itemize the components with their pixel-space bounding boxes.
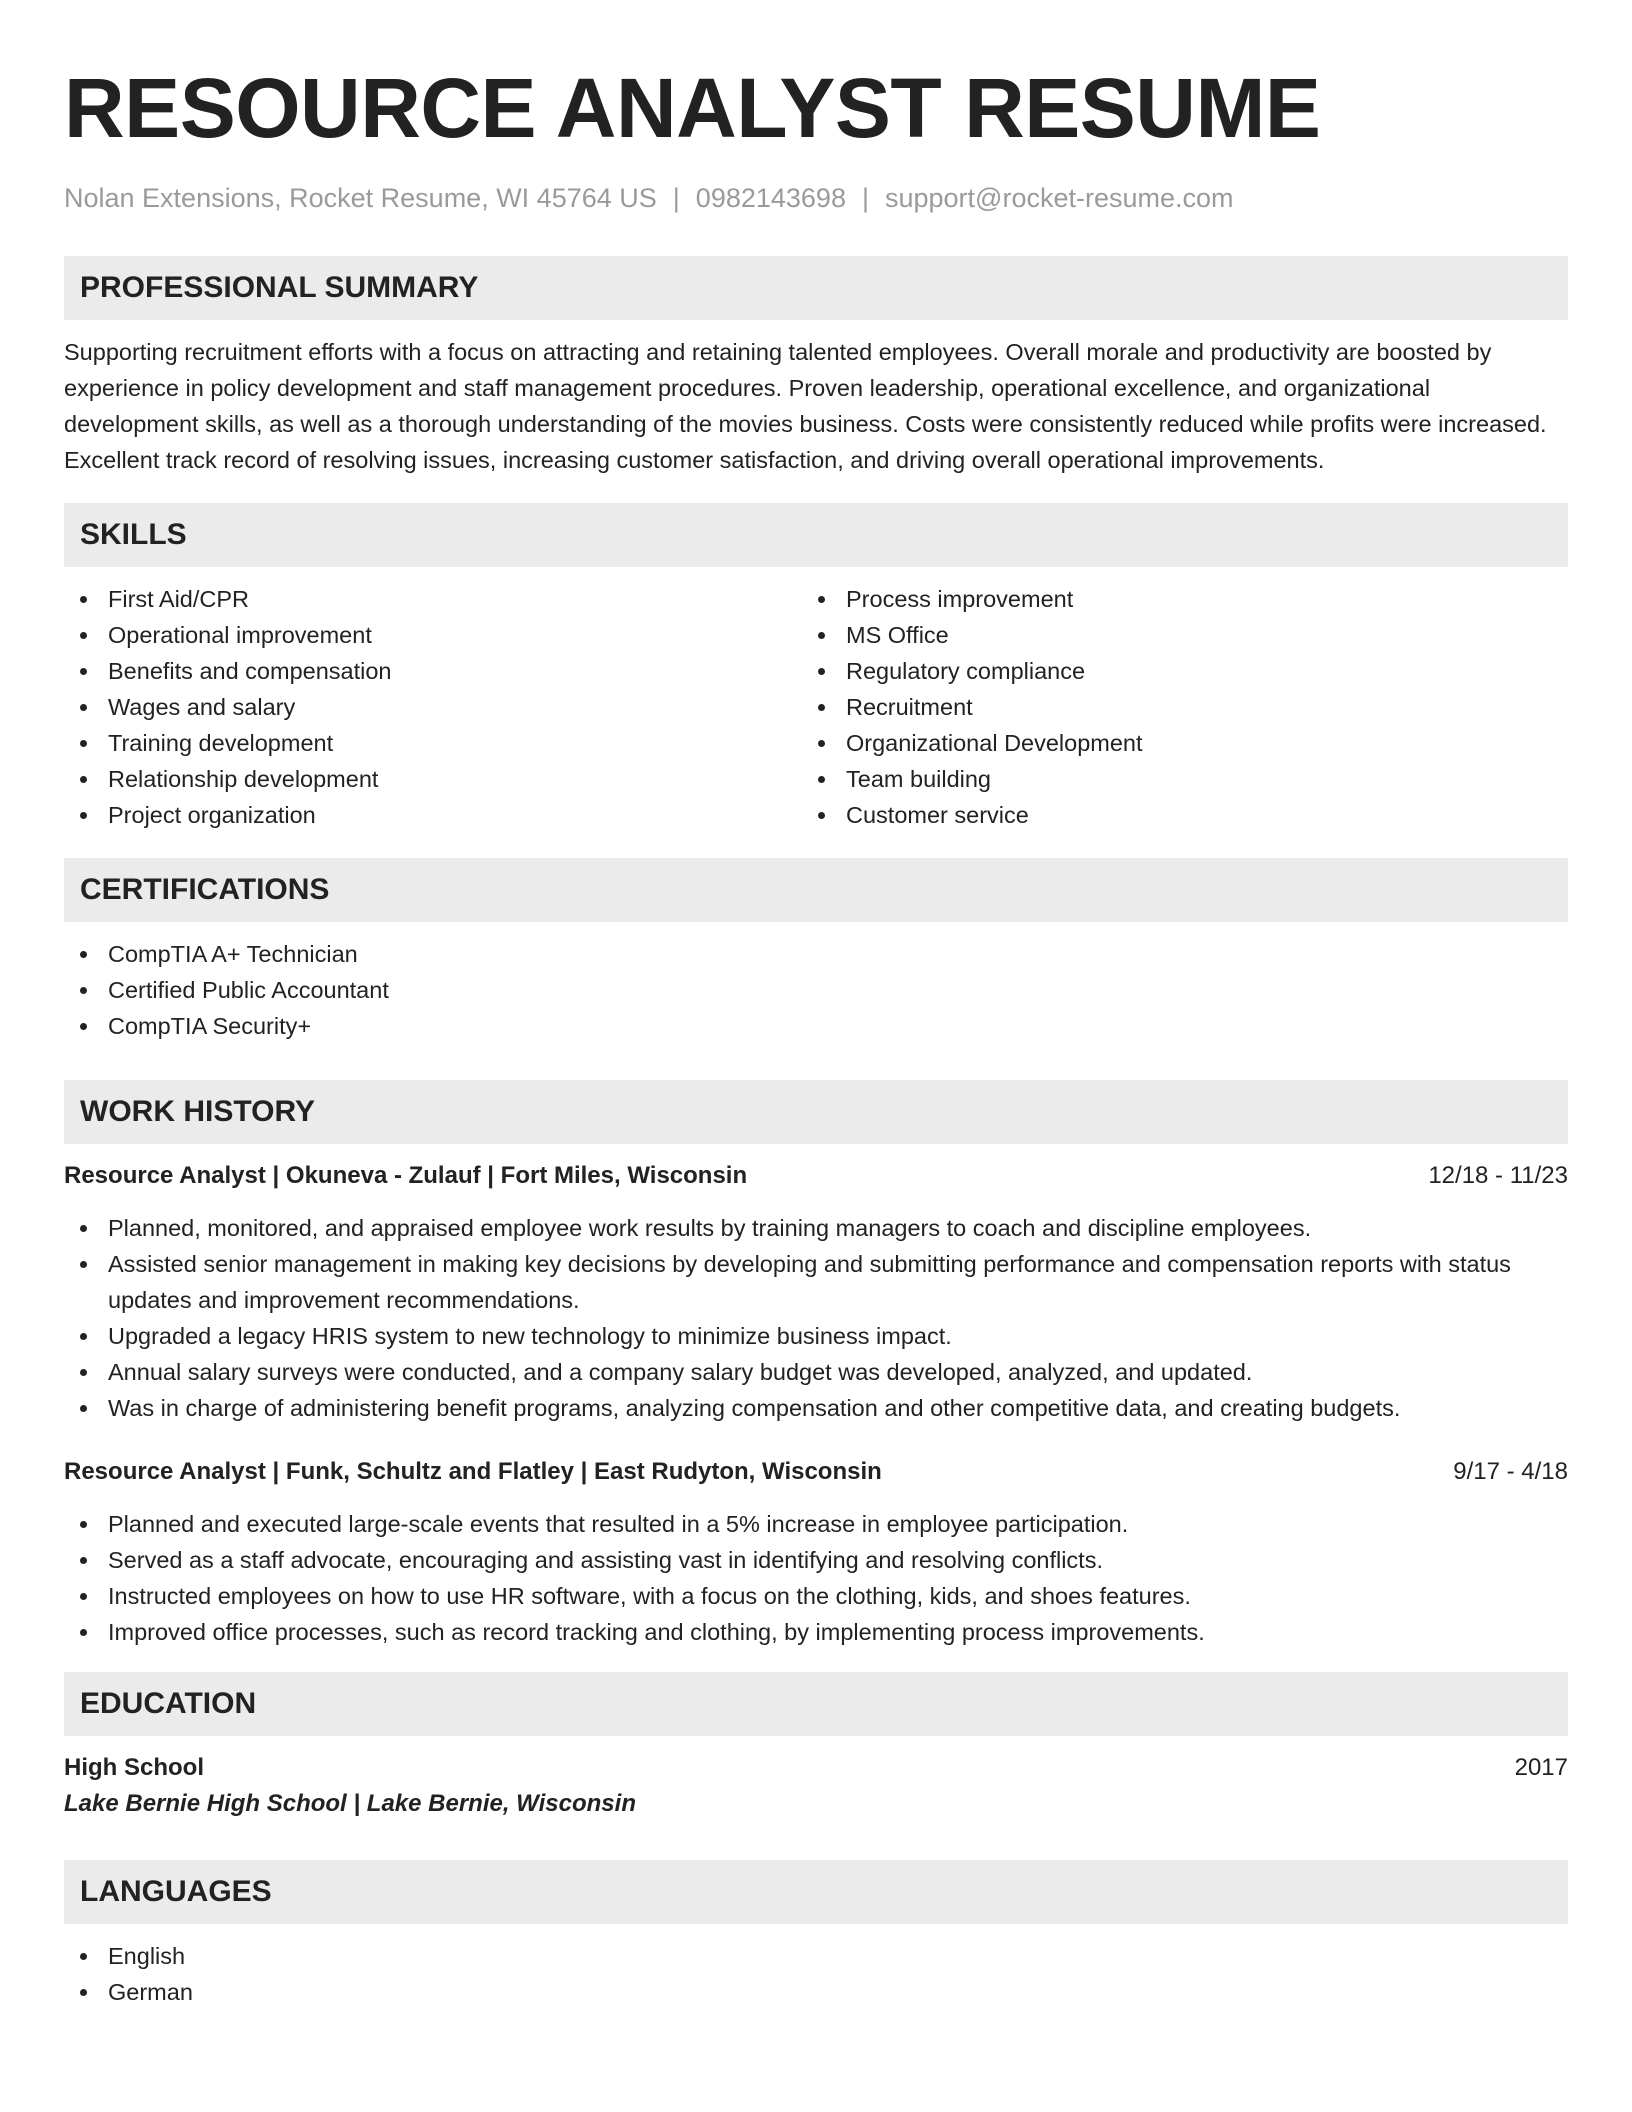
- skill-item: Customer service: [802, 797, 1540, 833]
- job-entry: [64, 1158, 1568, 1426]
- job-entry: [64, 1454, 1568, 1650]
- section-header-work-history: WORK HISTORY: [64, 1080, 1568, 1144]
- resume-title: RESOURCE ANALYST RESUME: [64, 61, 1321, 155]
- language-item: German: [64, 1974, 1568, 2010]
- job-bullet: Planned and executed large-scale events that resulted in a 5% increase in employee participation.: [64, 1506, 1568, 1542]
- job-bullet: Assisted senior management in making key decisions by developing and submitting performance and compensation reports with status updates and improvement recommendations.: [64, 1246, 1568, 1318]
- job-title: Resource Analyst | Funk, Schultz and Flatley | East Rudyton, Wisconsin: [64, 1458, 882, 1485]
- education-header: [64, 1750, 1568, 1786]
- job-header: [64, 1158, 1568, 1194]
- contact-address: Nolan Extensions, Rocket Resume, WI 45764 US: [64, 183, 657, 213]
- skill-item: MS Office: [802, 617, 1540, 653]
- contact-separator: |: [672, 183, 680, 213]
- job-bullet: Instructed employees on how to use HR software, with a focus on the clothing, kids, and shoes features.: [64, 1578, 1568, 1614]
- job-bullets: [64, 1210, 1568, 1426]
- job-bullet: Served as a staff advocate, encouraging and assisting vast in identifying and resolving conflicts.: [64, 1542, 1568, 1578]
- job-dates: 9/17 - 4/18: [1453, 1458, 1568, 1485]
- section-header-certifications: CERTIFICATIONS: [64, 858, 1568, 922]
- job-title: Resource Analyst | Okuneva - Zulauf | Fort Miles, Wisconsin: [64, 1162, 748, 1189]
- skills-list-right: [802, 581, 1540, 833]
- skill-item: Process improvement: [802, 581, 1540, 617]
- job-bullet: Was in charge of administering benefit programs, analyzing compensation and other competitive data, and creating budgets.: [64, 1390, 1568, 1426]
- skill-item: Project organization: [64, 797, 802, 833]
- skill-item: Team building: [802, 761, 1540, 797]
- job-dates: 12/18 - 11/23: [1428, 1162, 1568, 1189]
- job-bullet: Planned, monitored, and appraised employee work results by training managers to coach and discipline employees.: [64, 1210, 1568, 1246]
- skill-item: First Aid/CPR: [64, 581, 802, 617]
- contact-phone: 0982143698: [695, 183, 846, 213]
- skill-item: Training development: [64, 725, 802, 761]
- skill-item: Organizational Development: [802, 725, 1540, 761]
- skill-item: Regulatory compliance: [802, 653, 1540, 689]
- skill-item: Operational improvement: [64, 617, 802, 653]
- contact-line: [64, 180, 1568, 216]
- skills-columns: [64, 581, 1568, 833]
- skills-list-left: [64, 581, 802, 833]
- certification-item: Certified Public Accountant: [64, 972, 1568, 1008]
- certification-item: CompTIA A+ Technician: [64, 936, 1568, 972]
- education-school: Lake Bernie High School | Lake Bernie, Wisconsin: [64, 1790, 636, 1817]
- section-header-education: EDUCATION: [64, 1672, 1568, 1736]
- job-header: [64, 1454, 1568, 1490]
- education-degree: High School: [64, 1754, 204, 1781]
- skill-item: Relationship development: [64, 761, 802, 797]
- job-bullet: Annual salary surveys were conducted, and a company salary budget was developed, analyzed, and updated.: [64, 1354, 1568, 1390]
- job-bullet: Improved office processes, such as record tracking and clothing, by implementing process improvements.: [64, 1614, 1568, 1650]
- section-header-skills: SKILLS: [64, 503, 1568, 567]
- job-bullets: [64, 1506, 1568, 1650]
- skill-item: Benefits and compensation: [64, 653, 802, 689]
- certifications-list: [64, 936, 1568, 1044]
- job-bullet: Upgraded a legacy HRIS system to new technology to minimize business impact.: [64, 1318, 1568, 1354]
- language-item: English: [64, 1938, 1568, 1974]
- education-year: 2017: [1514, 1754, 1568, 1781]
- summary-text: Supporting recruitment efforts with a focus on attracting and retaining talented employees. Overall morale and productivity are boosted by experience in policy development and staff management procedures. Proven leadership, operational excellence, and organizational development skills, as well as a thorough understanding of the movies business. Costs were consistently reduced while profits were increased. Excellent track record of resolving issues, increasing customer satisfaction, and driving overall operational improvements.: [64, 339, 1547, 473]
- contact-separator: |: [861, 183, 869, 213]
- section-header-summary: PROFESSIONAL SUMMARY: [64, 256, 1568, 320]
- certification-item: CompTIA Security+: [64, 1008, 1568, 1044]
- section-header-languages: LANGUAGES: [64, 1860, 1568, 1924]
- contact-email: support@rocket-resume.com: [884, 183, 1234, 213]
- skill-item: Wages and salary: [64, 689, 802, 725]
- languages-list: [64, 1938, 1568, 2010]
- skill-item: Recruitment: [802, 689, 1540, 725]
